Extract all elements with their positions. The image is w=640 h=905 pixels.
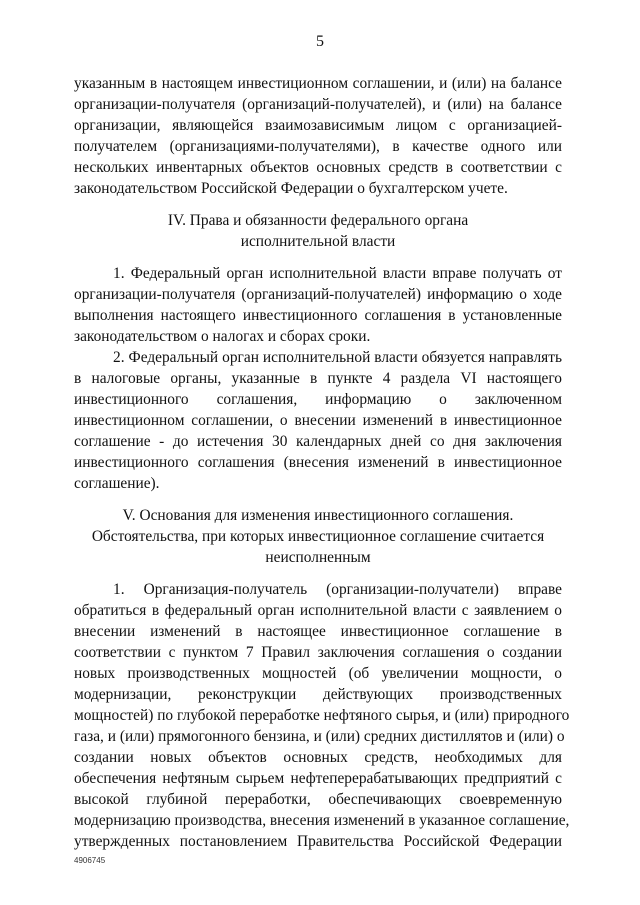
paragraph-line: 2. Федеральный орган исполнительной власти обязуется направлять [113, 349, 562, 366]
section-heading: IV. Права и обязанности федерального органа [167, 212, 469, 229]
paragraph-line: новых производственных мощностей (об увеличении мощности, о [74, 665, 562, 682]
paragraph-line: высокой глубиной переработки, обеспечивающих своевременную [74, 791, 562, 808]
paragraph-line: указанным в настоящем инвестиционном соглашении, и (или) на балансе [74, 75, 562, 92]
paragraph-line: обеспечения нефтяным сырьем нефтеперерабатывающих предприятий с [74, 770, 562, 787]
document-code: 4906745 [74, 856, 106, 865]
section-heading: V. Основания для изменения инвестиционного соглашения. [122, 507, 514, 524]
paragraph-line: инвестиционного соглашения, информацию о заключенном [74, 391, 562, 408]
paragraph-line: создании новых объектов основных средств, необходимых для [74, 749, 562, 766]
paragraph-line: модернизации, реконструкции действующих производственных [74, 686, 562, 703]
paragraph-line: организации-получателя (организаций-получателей), и (или) на балансе [74, 96, 562, 113]
paragraph-line: инвестиционного соглашения (внесения изменений в инвестиционное [74, 454, 562, 471]
paragraph-line: утвержденных постановлением Правительства Российской Федерации [74, 833, 562, 850]
section-heading: неисполненным [265, 549, 371, 566]
paragraph-line: внесении изменений в настоящее инвестиционное соглашение в [74, 623, 562, 640]
paragraph-line: 1. Организация-получатель (организации-получатели) вправе [113, 581, 562, 598]
paragraph-line: соглашение). [74, 475, 160, 492]
paragraph-line: соглашение - до истечения 30 календарных дней со дня заключения [74, 433, 562, 450]
page-number: 5 [316, 33, 324, 50]
paragraph-line: организации, являющейся взаимозависимым лицом с организацией- [74, 117, 562, 134]
paragraph-line: организации-получателя (организаций-получателей) информацию о ходе [74, 286, 562, 303]
paragraph-line: выполнения настоящего инвестиционного соглашения в установленные [74, 307, 562, 324]
paragraph-line: газа, и (или) прямогонного бензина, и (или) средних дистиллятов и (или) о [74, 728, 565, 745]
paragraph-line: модернизацию производства, внесения изменений в указанное соглашение, [74, 812, 570, 829]
paragraph-line: нескольких инвентарных объектов основных средств в соответствии с [74, 159, 562, 176]
paragraph-line: получателем (организациями-получателями), в качестве одного или [74, 138, 562, 155]
paragraph-line: законодательством о налогах и сборах сроки. [74, 328, 371, 345]
paragraph-line: инвестиционном соглашении, о внесении изменений в инвестиционное [74, 412, 562, 429]
section-heading: исполнительной власти [240, 233, 396, 250]
paragraph-line: в налоговые органы, указанные в пункте 4 раздела VI настоящего [74, 370, 562, 387]
section-heading: Обстоятельства, при которых инвестиционное соглашение считается [91, 528, 545, 545]
paragraph-line: законодательством Российской Федерации о бухгалтерском учете. [74, 180, 508, 197]
paragraph-line: соответствии с пунктом 7 Правил заключения соглашения о создании [74, 644, 562, 661]
paragraph-line: 1. Федеральный орган исполнительной власти вправе получать от [113, 265, 562, 282]
paragraph-line: мощностей) по глубокой переработке нефтяного сырья, и (или) природного [74, 707, 570, 724]
paragraph-line: обратиться в федеральный орган исполнительной власти с заявлением о [74, 602, 562, 619]
